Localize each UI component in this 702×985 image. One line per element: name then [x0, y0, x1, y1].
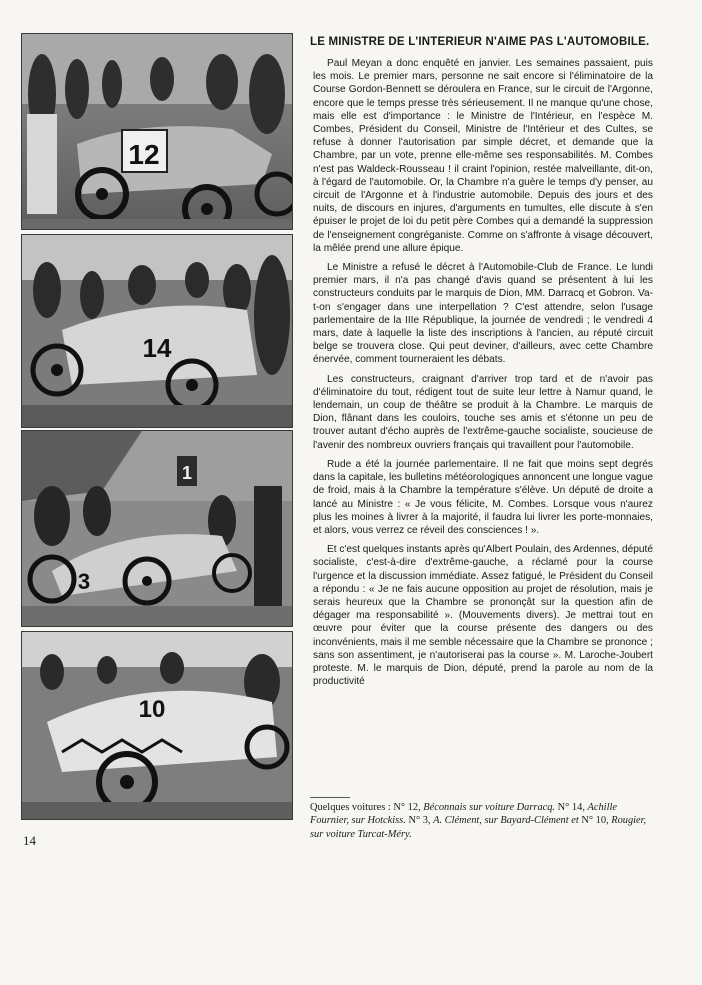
photo-caption [310, 801, 656, 841]
photo-car-14 [21, 234, 293, 428]
photo-car-12-image [22, 34, 292, 229]
caption-number: N° 3, [408, 815, 431, 827]
photo-car-14-number: 14 [142, 333, 172, 363]
caption-entry: Rougier, sur voiture Turcat-Méry. [310, 815, 647, 840]
photo-car-10-number: 10 [138, 696, 166, 723]
photo-car-3-number: 3 [77, 569, 91, 594]
paragraph: Le Ministre a refusé le décret à l'Automobile-Club de France. Le lundi premier mars, il n'a pas changé d'avis quand se présentent à lui les constructeurs conduits par le marquis de Dion, MM. Darracq et Gobron. Va-t-on s'engager dans une interpellation ? C'est attendre, selon l'usage parlementaire de la IIIe République, la journée de vendredi ; le vendredi 4 mars, date à laquelle la liste des inscriptions à l'ancien, au réputé circuit belge se trouvera close. Qui peut deviner, d'ailleurs, avec cette Chambre énervée, comment tourneraient les débats. [313, 262, 653, 366]
caption-entry: Béconnais sur voiture Darracq. [423, 802, 556, 813]
paragraph: Et c'est quelques instants après qu'Albert Poulain, des Ardennes, député socialiste, c'est-à-dire d'extrême-gauche, a réclamé pour la course l'urgence et la discussion immédiate. Assez fatigué, le Président du Conseil a répondu : « Je ne fais aucune opposition au projet de résolution, mais je serais heureux que la Chambre se prononçât sur la question afin de dégager ma responsabilité ». (Mouvements divers). Je mettrai tout en œuvre pour éviter que la course présente des dangers ou des inconvénients, mais il me semble nécessaire que la Chambre se prononce ; sans son assentiment, je n'autoriserai pas la course ». M. Laroche-Joubert proteste. M. le marquis de Dion, député, prend la parole au nom de la productivité [313, 544, 653, 688]
photo-car-3 [21, 430, 293, 627]
photo-car-10 [21, 631, 293, 820]
photo-car-10-image [22, 632, 292, 819]
photo-car-3-image [22, 431, 292, 626]
caption-number: N° 14, [557, 802, 585, 813]
paragraph: Rude a été la journée parlementaire. Il ne fait que moins sept degrés dans la capitale, les bulletins météorologiques annoncent une longue vague de froid, mais à la Chambre la température s'élève. Un député de droite a lancé au Ministre : « Je vous félicite, M. Combes. Lorsque vous n'aurez plus les moines à livrer à la majorité, il faudra lui livrer les porte-monnaies, et alors, vous verrez ce réveil des consciences ! ». [313, 458, 653, 536]
caption-rule [310, 797, 350, 798]
caption-conjunction: et [571, 815, 579, 827]
caption-entry: A. Clément, sur Bayard-Clément [433, 815, 569, 827]
article-body [313, 57, 653, 694]
article-title: LE MINISTRE DE L'INTERIEUR N'AIME PAS L'AUTOMOBILE. [310, 36, 650, 48]
photo-car-14-image [22, 235, 292, 427]
caption-number: N° 10, [581, 815, 609, 827]
paragraph: Paul Meyan a donc enquêté en janvier. Les semaines passaient, puis les mois. Le premier mars, personne ne sait encore si l'éliminatoire de la Course Gordon-Bennett se déroulera en France, sur le circuit de l'Argonne, encore que le temps presse très sérieusement. Il ne manque qu'une chose, mais elle est d'importance : le Ministre de l'Intérieur, en l'espèce M. Combes, Président du Conseil, Ministre de l'Intérieur et des Cultes, se refuse à donner l'autorisation par simple décret, et demande que la Chambre, par un vote, prenne elle-même ses responsabilités. M. Combes n'est pas Waldeck-Rousseau ! il craint l'opinion, restée malveillante, dit-on, à l'égard de l'automobile. Or, la Chambre n'a guère le temps d'y penser, au circuit de l'Argonne et à l'industrie automobile. Depuis des jours et des nuits, de discours en injures, d'arguments en tumultes, elle discute à s'en épuiser le projet de loi du petit père Combes qui a demandé la suppression de l'enseignement congréganiste. Comme on s'affronte à visage découvert, la mêlée prend une allure épique. [313, 58, 653, 254]
caption-entry: Achille Fournier, sur Hotckiss. [310, 802, 617, 827]
photo-car-12 [21, 33, 293, 230]
paragraph: Les constructeurs, craignant d'arriver trop tard et de n'avoir pas d'éliminatoire du tout, rédigent tout de suite leur lettre à Namur quand, le lendemain, un coup de théâtre se produit à la Chambre. Le marquis de Dion, flânant dans les couloirs, touche ses amis et s'étonne un peu de trouver autant d'écho auprès de l'extrême-gauche socialiste, soucieuse de l'avenir des nombreux ouvriers français qui travaillent pour l'automobile. [313, 373, 653, 451]
page-number: 14 [23, 833, 36, 848]
photo-car-3-sign: 1 [181, 463, 193, 483]
caption-lead: Quelques voitures : N° 12, [310, 802, 421, 813]
photo-car-12-number: 12 [128, 139, 160, 170]
